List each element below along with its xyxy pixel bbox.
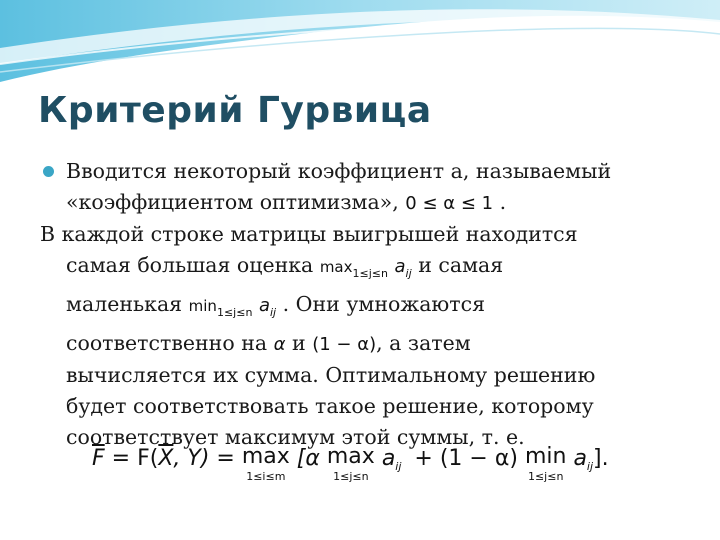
formula-xbar: $\overline{X}$	[158, 446, 174, 471]
paragraph-line-3: маленькая $\min_{1\le j\le n} a_{ij}$ . Они умножаются	[66, 292, 486, 319]
explanation-paragraph	[40, 219, 710, 453]
inner-max: max 1≤j≤n	[326, 444, 375, 483]
paragraph-line-6: будет соответствовать такое решение, которому	[66, 394, 594, 418]
paragraph-line-4: соответственно на α и (1 − α), а затем	[66, 331, 471, 355]
bullet-dot-icon	[43, 166, 54, 177]
inner-min: min 1≤j≤n	[524, 444, 567, 483]
one-minus-alpha: (1 − α)	[312, 334, 377, 355]
hurwicz-formula: $\overline{F} = F(\overline{X}$, Y) = max 1≤i≤m [α max 1≤j≤n $a_{ij} + (1 - \alpha)$ min 1≤j≤n $a_{ij}$].	[92, 444, 609, 483]
slide-body	[40, 156, 710, 453]
paragraph-line-5: вычисляется их сумма. Оптимальному решению	[66, 363, 596, 387]
paragraph-line-1: В каждой строке матрицы выигрышей находится	[40, 222, 578, 246]
alpha-symbol: α	[273, 334, 286, 355]
formula-lhs: $\overline{F}$	[92, 446, 105, 471]
alpha-constraint: 0 ≤ α ≤ 1	[405, 193, 494, 214]
min-expression: $\min_{1\le j\le n} a_{ij}$	[188, 295, 277, 319]
max-expression: $\max_{1\le j\le n} a_{ij}$	[319, 256, 412, 280]
paragraph-line-7: соответствует максимум этой суммы, т. е.	[66, 425, 525, 449]
paragraph-line-2: самая большая оценка $\max_{1\le j\le n} a_{ij}$ и самая	[66, 253, 504, 280]
bullet-item	[40, 156, 710, 219]
outer-max: max 1≤i≤m	[241, 444, 290, 483]
bullet-line-2: «коэффициентом оптимизма», 0 ≤ α ≤ 1 .	[66, 190, 507, 214]
slide-title: Критерий Гурвица	[38, 90, 432, 131]
header-wave-decoration	[0, 0, 720, 90]
bullet-line-1: Вводится некоторый коэффициент а, называемый	[66, 159, 612, 183]
